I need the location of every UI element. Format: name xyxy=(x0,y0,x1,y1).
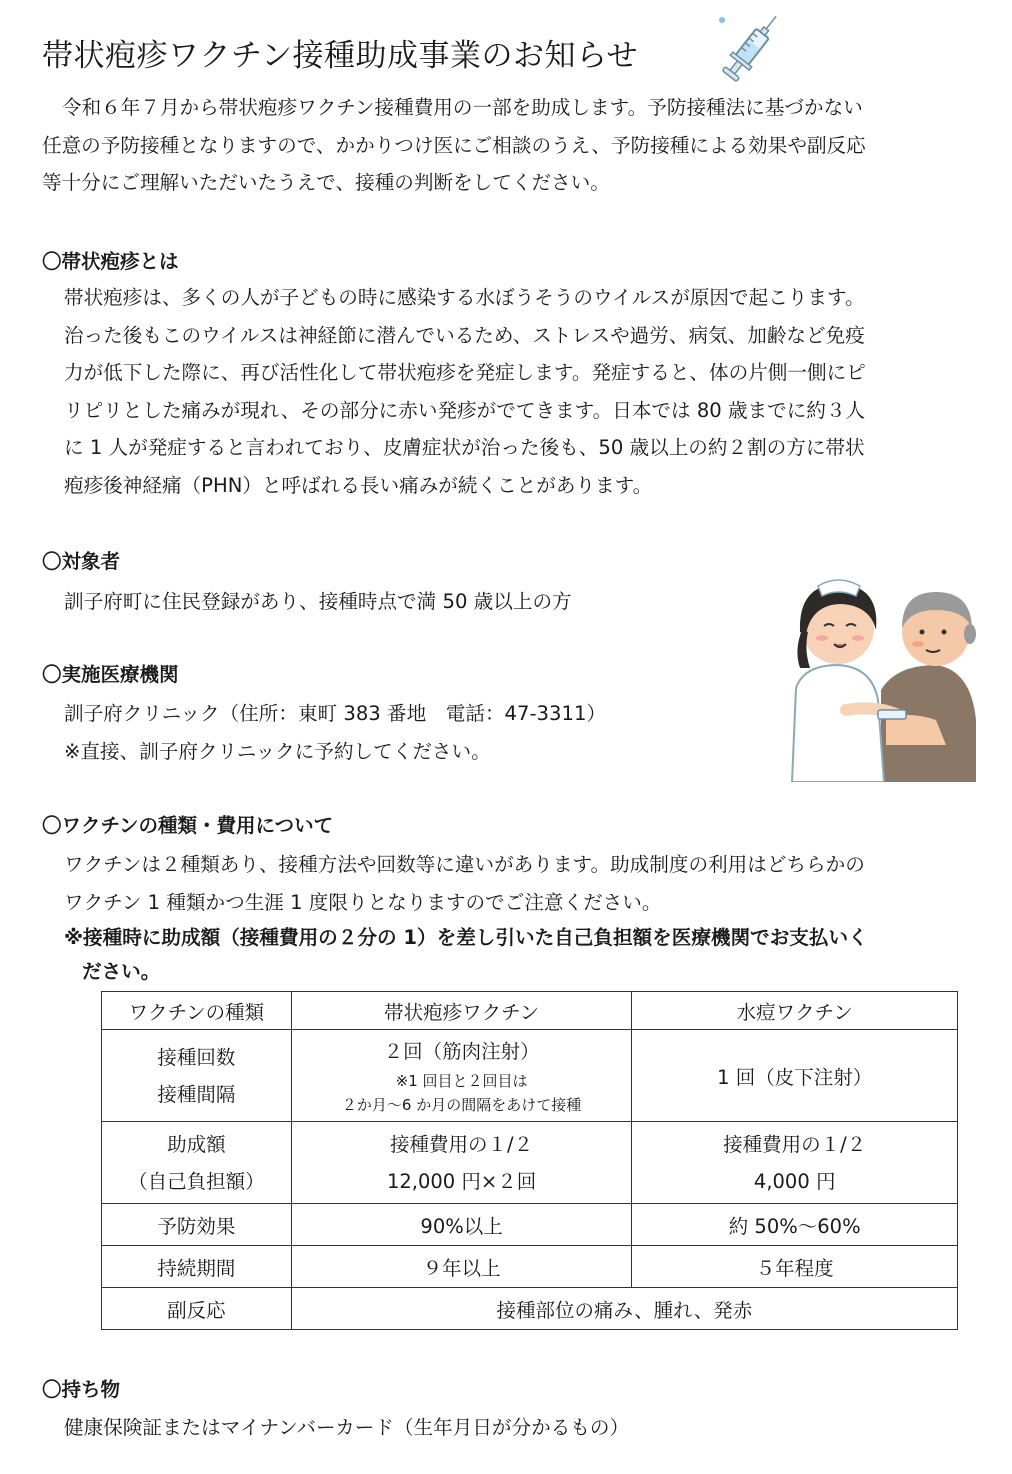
clinic-address: 訓子府クリニック（住所：東町 383 番地 電話：47-3311） xyxy=(64,702,607,725)
belongings-heading: 〇持ち物 xyxy=(42,1378,121,1401)
vaccine-comparison-table xyxy=(101,991,958,1330)
table-cell: 約 50%～60% xyxy=(632,1204,958,1246)
table-row xyxy=(102,1122,958,1204)
table-header-row xyxy=(102,992,958,1030)
table-cell xyxy=(291,1122,632,1204)
payment-note-line: ださい。 xyxy=(82,960,161,983)
target-heading: 〇対象者 xyxy=(42,550,121,573)
about-line: 帯状疱疹は、多くの人が子どもの時に感染する水ぼうそうのウイルスが原因で起こります。 xyxy=(64,286,865,309)
row-label: 接種間隔 xyxy=(157,1082,236,1106)
row-label: 副反応 xyxy=(102,1288,292,1330)
clinic-reservation-note: ※直接、訓子府クリニックに予約してください。 xyxy=(64,740,491,763)
cell-text: 4,000 円 xyxy=(753,1169,836,1193)
cell-text: 12,000 円×２回 xyxy=(386,1169,537,1193)
about-paragraph xyxy=(64,279,967,504)
row-label: （自己負担額） xyxy=(128,1169,265,1193)
nurse-vaccination-illustration xyxy=(786,570,980,782)
row-label: 接種回数 xyxy=(157,1045,236,1069)
table-row xyxy=(102,1246,958,1288)
syringe-icon xyxy=(712,14,802,90)
about-line: に 1 人が発症すると言われており、皮膚症状が治った後も、50 歳以上の約２割の方に帯状 xyxy=(64,436,865,459)
cell-note: ※1 回目と２回目は xyxy=(395,1071,528,1090)
table-cell: ９年以上 xyxy=(291,1246,632,1288)
about-line: 力が低下した際に、再び活性化して帯状疱疹を発症します。発症すると、体の片側一側にピ xyxy=(64,361,866,384)
table-cell: ５年程度 xyxy=(632,1246,958,1288)
row-label: 予防効果 xyxy=(102,1204,292,1246)
page-title: 帯状疱疹ワクチン接種助成事業のお知らせ xyxy=(42,38,639,74)
cell-text: ２回（筋肉注射） xyxy=(383,1039,540,1063)
cell-text: 接種費用の１/２ xyxy=(390,1132,534,1156)
about-line: リピリとした痛みが現れ、その部分に赤い発疹がでてきます。日本では 80 歳までに約３人 xyxy=(64,398,866,422)
table-cell: 1 回（皮下注射） xyxy=(632,1030,958,1122)
table-cell xyxy=(102,1030,292,1122)
intro-line: 等十分にご理解いただいたうえで、接種の判断をしてください。 xyxy=(42,171,610,194)
clinic-heading: 〇実施医療機関 xyxy=(42,663,179,686)
table-header: ワクチンの種類 xyxy=(102,992,292,1030)
table-header: 水痘ワクチン xyxy=(632,992,958,1030)
payment-note xyxy=(64,921,868,989)
intro-line: 令和６年７月から帯状疱疹ワクチン接種費用の一部を助成します。予防接種法に基づかない xyxy=(62,96,863,119)
about-line: 疱疹後神経痛（PHN）と呼ばれる長い痛みが続くことがあります。 xyxy=(64,473,653,497)
row-label: 助成額 xyxy=(167,1132,226,1156)
about-line: 治った後もこのウイルスは神経節に潜んでいるため、ストレスや過労、病気、加齢など免疫 xyxy=(64,323,865,347)
table-row xyxy=(102,1204,958,1246)
cell-note: ２か月～6 か月の間隔をあけて接種 xyxy=(341,1095,582,1114)
payment-note-line: ※接種時に助成額（接種費用の２分の 1）を差し引いた自己負担額を医療機関でお支払いく xyxy=(64,926,868,949)
intro-line: 任意の予防接種となりますので、かかりつけ医にご相談のうえ、予防接種による効果や副反応 xyxy=(42,133,866,157)
table-cell xyxy=(632,1122,958,1204)
vaccine-heading: 〇ワクチンの種類・費用について xyxy=(42,814,334,837)
table-cell: 90%以上 xyxy=(291,1204,632,1246)
row-label: 持続期間 xyxy=(102,1246,292,1288)
table-header: 帯状疱疹ワクチン xyxy=(291,992,632,1030)
intro-paragraph xyxy=(42,89,967,202)
about-heading: 〇帯状疱疹とは xyxy=(42,250,179,273)
table-row xyxy=(102,1030,958,1122)
table-cell: 接種部位の痛み、腫れ、発赤 xyxy=(291,1288,957,1330)
table-row xyxy=(102,1288,958,1330)
target-text: 訓子府町に住民登録があり、接種時点で満 50 歳以上の方 xyxy=(64,590,572,613)
table-cell xyxy=(291,1030,632,1122)
vaccine-line: ワクチン 1 種類かつ生涯 1 度限りとなりますのでご注意ください。 xyxy=(64,891,662,914)
vaccine-line: ワクチンは２種類あり、接種方法や回数等に違いがあります。助成制度の利用はどちらかの xyxy=(64,853,865,876)
table-cell xyxy=(102,1122,292,1204)
cell-text: 接種費用の１/２ xyxy=(723,1132,867,1156)
belongings-text: 健康保険証またはマイナンバーカード（生年月日が分かるもの） xyxy=(64,1416,630,1439)
